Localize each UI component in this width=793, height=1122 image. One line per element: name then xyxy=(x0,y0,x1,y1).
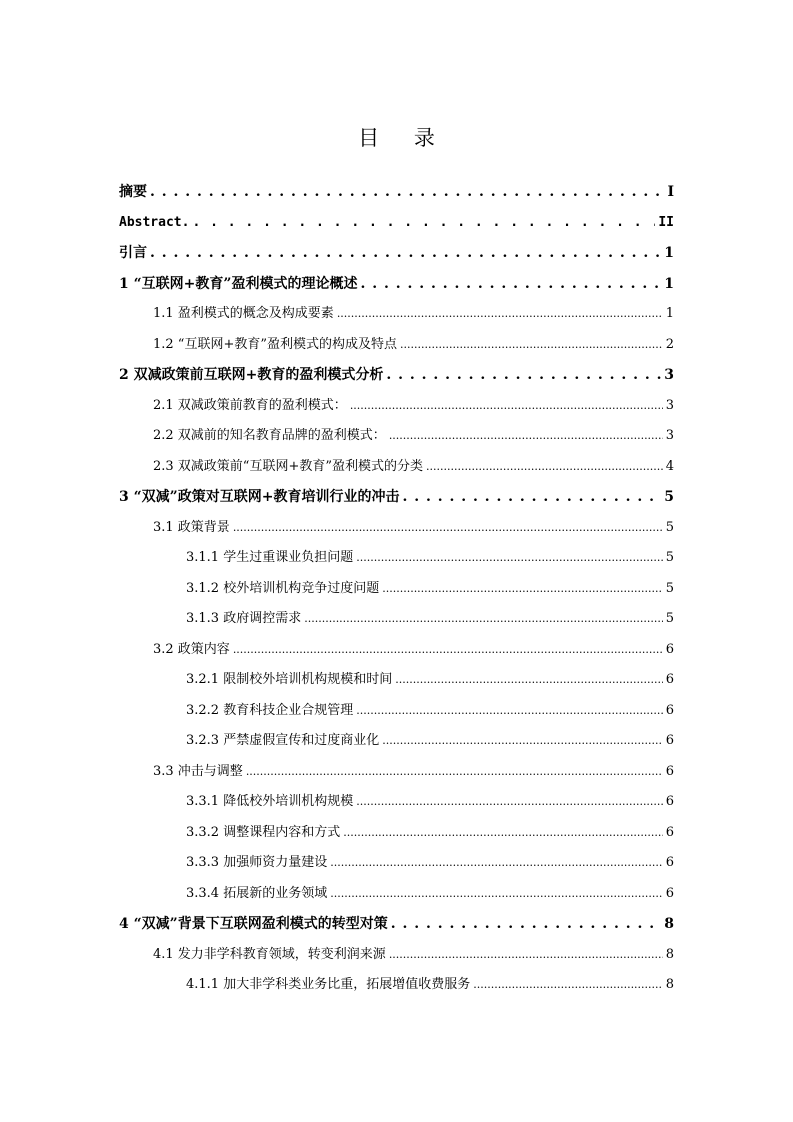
toc-entry-section-3-3[interactable] xyxy=(0,757,793,788)
toc-entry-text: 3.2.2 教育科技企业合规管理 xyxy=(186,702,354,718)
dot-leader xyxy=(360,269,661,300)
toc-entry-section-3-2-3[interactable] xyxy=(0,726,793,757)
dot-leader xyxy=(330,879,663,910)
toc-entry-chapter-4[interactable] xyxy=(0,909,793,940)
toc-entry-text: 2.2 双减前的知名教育品牌的盈利模式： xyxy=(153,428,386,443)
toc-page-number: 6 xyxy=(665,672,674,687)
toc-entry-introduction[interactable] xyxy=(0,238,793,269)
toc-page-number: 3 xyxy=(664,367,674,383)
toc-entry-section-3-1[interactable] xyxy=(0,513,793,544)
toc-page-number: 6 xyxy=(665,855,674,870)
toc-page-number: 8 xyxy=(665,977,674,992)
toc-page-number: 5 xyxy=(664,489,674,505)
toc-entry-text: 引言 xyxy=(119,245,147,261)
toc-entry-text: 3.1.1 学生过重课业负担问题 xyxy=(186,550,354,565)
toc-page-number: 8 xyxy=(665,946,674,962)
toc-page-number: 1 xyxy=(664,245,674,261)
toc-entry-section-3-1-2[interactable] xyxy=(0,574,793,605)
toc-page-number: 6 xyxy=(665,641,674,657)
dot-leader xyxy=(389,940,663,971)
toc-page-number: 6 xyxy=(665,733,674,748)
toc-entry-section-3-3-3[interactable] xyxy=(0,848,793,879)
dot-leader xyxy=(389,421,663,452)
toc-entry-text: 4.1.1 加大非学科类业务比重，拓展增值收费服务 xyxy=(186,977,471,992)
toc-entry-text: 3.1 政策背景 xyxy=(153,519,230,535)
toc-entry-chapter-2[interactable] xyxy=(0,360,793,391)
toc-entry-text: 3.3.2 调整课程内容和方式 xyxy=(186,824,341,840)
dot-leader xyxy=(233,513,663,544)
toc-entry-text: 1 “互联网+教育”盈利模式的理论概述 xyxy=(119,275,358,292)
toc-entry-abstract-en[interactable] xyxy=(0,208,793,239)
toc-page-number: 5 xyxy=(665,519,674,535)
toc-entry-text: 3.2.1 限制校外培训机构规模和时间 xyxy=(186,672,393,687)
dot-leader xyxy=(382,574,663,605)
toc-entry-text: 2.3 双减政策前“互联网+教育”盈利模式的分类 xyxy=(153,458,423,474)
toc-page-number: 6 xyxy=(665,794,674,809)
toc-page-number: 3 xyxy=(665,428,674,443)
toc-entry-section-1-2[interactable] xyxy=(0,330,793,361)
toc-entry-chapter-1[interactable] xyxy=(0,269,793,300)
page-title: 目 录 xyxy=(358,126,449,150)
toc-page-number: 6 xyxy=(665,824,674,840)
toc-entry-section-2-3[interactable] xyxy=(0,452,793,483)
toc-page-number: 4 xyxy=(665,458,674,474)
toc-page-number: 5 xyxy=(665,611,674,626)
toc-entry-text: 3.2.3 严禁虚假宣传和过度商业化 xyxy=(186,733,380,748)
dot-leader xyxy=(246,757,663,788)
toc-entry-section-3-2-2[interactable] xyxy=(0,696,793,727)
toc-entry-text: 3 “双减”政策对互联网+教育培训行业的冲击 xyxy=(119,489,400,505)
toc-page-number: 5 xyxy=(665,550,674,565)
toc-page-number: 3 xyxy=(665,397,674,413)
dot-leader xyxy=(356,696,663,727)
toc-page-number: 2 xyxy=(665,336,674,352)
dot-leader xyxy=(400,330,663,361)
toc-page-number: 5 xyxy=(665,580,674,596)
toc-entry-section-3-2[interactable] xyxy=(0,635,793,666)
toc-entry-section-3-1-1[interactable] xyxy=(0,543,793,574)
toc-entry-section-3-2-1[interactable] xyxy=(0,665,793,696)
toc-entry-section-2-1[interactable] xyxy=(0,391,793,422)
toc-entry-section-3-3-2[interactable] xyxy=(0,818,793,849)
toc-entry-section-4-1-1[interactable] xyxy=(0,970,793,1001)
toc-entry-section-3-3-1[interactable] xyxy=(0,787,793,818)
dot-leader xyxy=(395,665,663,696)
dot-leader xyxy=(233,635,663,666)
toc-entry-text: 3.1.2 校外培训机构竞争过度问题 xyxy=(186,580,380,596)
toc-page-number: 6 xyxy=(665,885,674,901)
dot-leader xyxy=(426,452,663,483)
dot-leader xyxy=(391,909,662,940)
toc-entry-text: 3.3.1 降低校外培训机构规模 xyxy=(186,794,354,809)
dot-leader xyxy=(386,360,661,391)
toc-entry-text: 2.1 双减政策前教育的盈利模式： xyxy=(153,397,347,413)
toc-page-number: 6 xyxy=(665,763,674,779)
dot-leader xyxy=(473,970,663,1001)
dot-leader xyxy=(343,818,663,849)
dot-leader xyxy=(150,177,664,208)
toc-entry-text: 4 “双减”背景下互联网盈利模式的转型对策 xyxy=(119,916,388,932)
toc-entry-section-2-2[interactable] xyxy=(0,421,793,452)
toc-entry-section-1-1[interactable] xyxy=(0,299,793,330)
toc-entry-text: Abstract. xyxy=(119,214,190,230)
toc-entry-text: 3.3 冲击与调整 xyxy=(153,763,243,779)
dot-leader xyxy=(350,391,663,422)
toc-entry-chapter-3[interactable] xyxy=(0,482,793,513)
toc-entry-text: 2 双减政策前互联网+教育的盈利模式分析 xyxy=(119,367,384,383)
dot-leader xyxy=(304,604,663,635)
toc-entry-text: 3.1.3 政府调控需求 xyxy=(186,611,302,626)
toc-entry-section-3-3-4[interactable] xyxy=(0,879,793,910)
dot-leader xyxy=(356,543,663,574)
dot-leader xyxy=(382,726,663,757)
toc-entry-section-3-1-3[interactable] xyxy=(0,604,793,635)
toc-entry-text: 3.3.4 拓展新的业务领域 xyxy=(186,885,328,901)
toc-entry-text: 摘要 xyxy=(119,184,147,200)
dot-leader xyxy=(356,787,663,818)
toc-entry-text: 3.3.3 加强师资力量建设 xyxy=(186,855,328,870)
table-of-contents xyxy=(0,177,793,1001)
toc-page-number: 1 xyxy=(664,275,674,292)
dot-leader xyxy=(150,238,661,269)
dot-leader xyxy=(337,299,663,330)
toc-entry-text: 1.2 “互联网+教育”盈利模式的构成及特点 xyxy=(153,336,397,352)
toc-page-number: 6 xyxy=(665,702,674,718)
toc-entry-abstract-cn[interactable] xyxy=(0,177,793,208)
toc-page-number: I xyxy=(667,184,674,200)
toc-page-number: 1 xyxy=(665,306,674,321)
toc-entry-text: 3.2 政策内容 xyxy=(153,641,230,657)
dot-leader xyxy=(402,482,661,513)
toc-entry-section-4-1[interactable] xyxy=(0,940,793,971)
toc-page-number: 8 xyxy=(664,916,674,932)
toc-page-number: II xyxy=(658,214,674,230)
toc-entry-text: 4.1 发力非学科教育领域，转变利润来源 xyxy=(153,946,386,962)
toc-entry-text: 1.1 盈利模式的概念及构成要素 xyxy=(153,306,334,321)
dot-leader xyxy=(192,208,655,239)
dot-leader xyxy=(330,848,663,879)
